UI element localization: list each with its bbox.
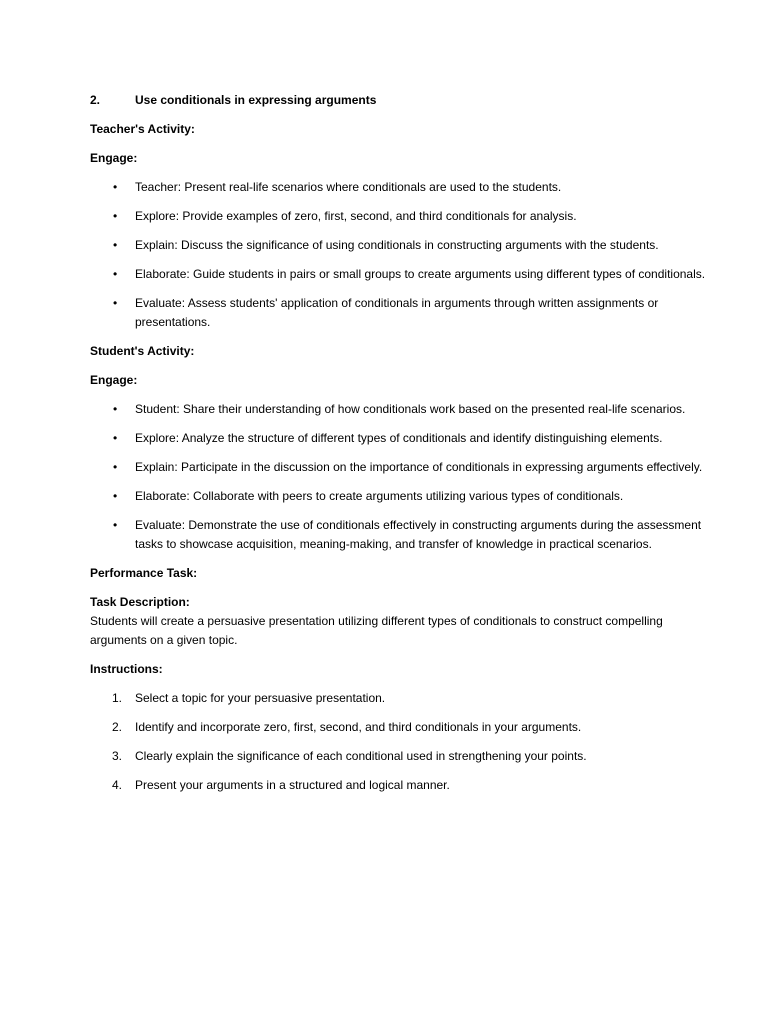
bullet-marker: • [113,209,118,223]
list-item-text: Explain: Discuss the significance of using conditionals in constructing arguments with the students. [135,238,659,252]
performance-task-heading: Performance Task: [90,566,198,580]
list-item [90,400,725,419]
list-item [90,516,725,554]
list-number: 3. [112,749,123,763]
bullet-marker: • [113,489,118,503]
bullet-marker: • [113,518,118,532]
list-item-text: Student: Share their understanding of how conditionals work based on the presented real-life scenarios. [135,402,686,416]
teacher-activity-heading: Teacher's Activity: [90,122,195,136]
list-item-text: Explore: Provide examples of zero, first, second, and third conditionals for analysis. [135,209,577,223]
list-item-text: Evaluate: Demonstrate the use of conditionals effectively in constructing arguments during the assessment tasks to showcase acquisition, meaning-making, and transfer of knowledge in practical scenarios. [135,518,702,551]
instructions-heading: Instructions: [90,662,163,676]
list-item-text: Explore: Analyze the structure of different types of conditionals and identify distinguishing elements. [135,431,663,445]
list-item [90,776,725,795]
student-engage-heading: Engage: [90,373,138,387]
list-item [90,236,725,255]
list-item-text: Present your arguments in a structured and logical manner. [135,778,450,792]
list-item [90,487,725,506]
list-number: 4. [112,778,123,792]
bullet-marker: • [113,180,118,194]
list-item [90,294,725,332]
student-activity-list [90,400,768,554]
list-item-text: Explain: Participate in the discussion on the importance of conditionals in expressing arguments effectively. [135,460,703,474]
list-item [90,178,725,197]
instructions-list [90,689,768,795]
section-title: Use conditionals in expressing arguments [135,93,377,107]
list-item [90,718,725,737]
list-item-text: Identify and incorporate zero, first, second, and third conditionals in your arguments. [135,720,582,734]
list-item-text: Clearly explain the significance of each conditional used in strengthening your points. [135,749,587,763]
list-number: 2. [112,720,123,734]
task-description-heading: Task Description: [90,595,190,609]
teacher-engage-heading: Engage: [90,151,138,165]
list-item [90,429,725,448]
list-item [90,747,725,766]
student-activity-heading: Student's Activity: [90,344,195,358]
task-description-text: Students will create a persuasive presentation utilizing different types of conditionals to construct compelling arguments on a given topic. [90,614,663,647]
bullet-marker: • [113,431,118,445]
list-item-text: Elaborate: Collaborate with peers to create arguments utilizing various types of conditionals. [135,489,624,503]
task-description [90,593,680,650]
bullet-marker: • [113,460,118,474]
bullet-marker: • [113,296,118,310]
list-item-text: Select a topic for your persuasive presentation. [135,691,386,705]
list-item-text: Evaluate: Assess students' application of conditionals in arguments through written assignments or presentations. [135,296,659,329]
list-item [90,689,725,708]
list-item-text: Elaborate: Guide students in pairs or small groups to create arguments using different types of conditionals. [135,267,706,281]
bullet-marker: • [113,402,118,416]
teacher-activity-list [90,178,768,332]
section-number: 2. [90,93,101,107]
list-item-text: Teacher: Present real-life scenarios where conditionals are used to the students. [135,180,562,194]
bullet-marker: • [113,267,118,281]
list-item [90,265,725,284]
list-item [90,458,725,477]
list-number: 1. [112,691,123,705]
section-heading [90,91,768,110]
list-item [90,207,725,226]
bullet-marker: • [113,238,118,252]
